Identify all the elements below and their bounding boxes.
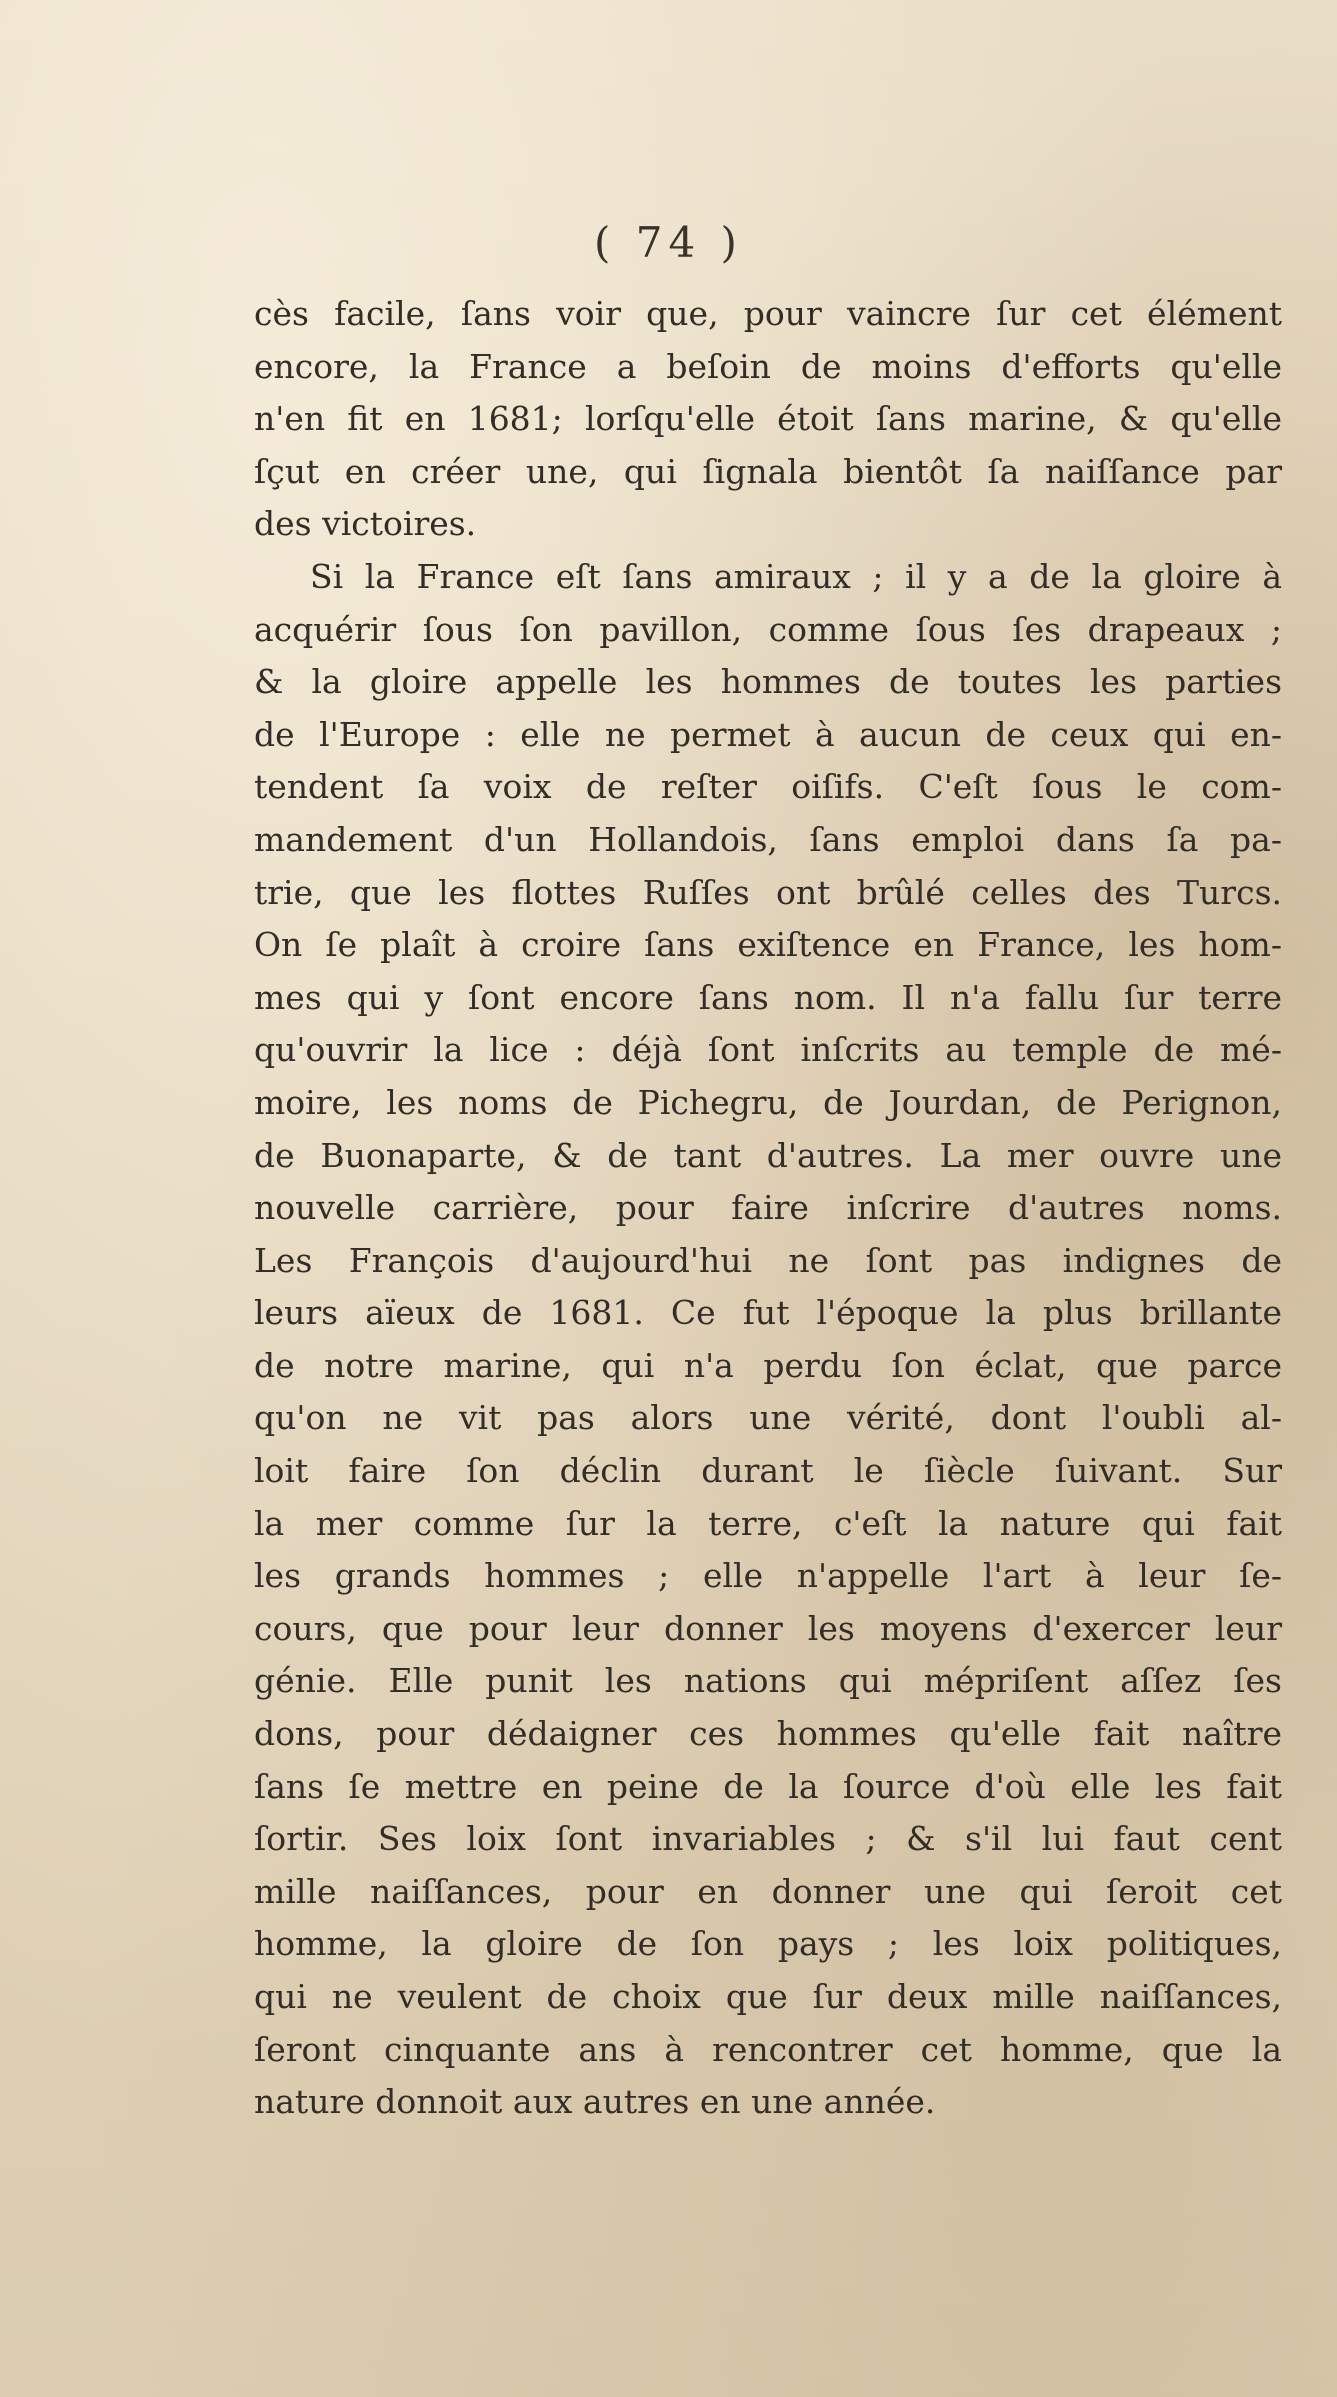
text-line: nature donnoit aux autres en une année. — [254, 2082, 936, 2122]
text-line: dons, pour dédaigner ces hommes qu'elle fait naître — [254, 1714, 1282, 1754]
text-line: nouvelle carrière, pour faire inſcrire d'autres noms. — [254, 1188, 1282, 1228]
text-line: qu'ouvrir la lice : déjà ſont inſcrits au temple de mé- — [254, 1030, 1282, 1070]
text-line: de l'Europe : elle ne permet à aucun de ceux qui en- — [254, 714, 1282, 754]
text-line: tendent ſa voix de reſter oiſifs. C'eſt ſous le com- — [254, 767, 1282, 807]
text-line: cès facile, ſans voir que, pour vaincre ſur cet élément — [254, 294, 1282, 333]
text-line: génie. Elle punit les nations qui mépriſent aſſez ſes — [254, 1661, 1282, 1701]
text-line: qu'on ne vit pas alors une vérité, dont l'oubli al- — [254, 1398, 1282, 1438]
text-line: loit faire ſon déclin durant le ſiècle ſuivant. Sur — [254, 1451, 1282, 1491]
text-line: ſçut en créer une, qui ſignala bientôt ſa naiſſance par — [254, 451, 1282, 491]
text-line: leurs aïeux de 1681. Ce fut l'époque la plus brillante — [254, 1293, 1282, 1333]
text-line: ſortir. Ses loix ſont invariables ; & s'il lui faut cent — [254, 1819, 1282, 1859]
text-line: acquérir ſous ſon pavillon, comme ſous ſes drapeaux ; — [254, 609, 1282, 649]
text-line: de notre marine, qui n'a perdu ſon éclat, que parce — [254, 1345, 1282, 1385]
page-number: ( 74 ) — [594, 218, 743, 267]
text-line: & la gloire appelle les hommes de toutes les parties — [254, 662, 1282, 702]
text-line: mille naiſſances, pour en donner une qui ſeroit cet — [254, 1871, 1282, 1911]
text-line: les grands hommes ; elle n'appelle l'art à leur ſe- — [254, 1556, 1282, 1596]
text-line: mes qui y ſont encore ſans nom. Il n'a fallu ſur terre — [254, 977, 1282, 1017]
text-line: Les François d'aujourd'hui ne ſont pas indignes de — [254, 1240, 1282, 1280]
text-line: qui ne veulent de choix que ſur deux mille naiſſances, — [254, 1977, 1282, 2016]
text-line: n'en fit en 1681; lorſqu'elle étoit ſans marine, & qu'elle — [254, 399, 1282, 439]
text-line: encore, la France a beſoin de moins d'efforts qu'elle — [254, 346, 1282, 386]
text-line: cours, que pour leur donner les moyens d'exercer leur — [254, 1608, 1282, 1648]
text-line: de Buonaparte, & de tant d'autres. La mer ouvre une — [254, 1135, 1282, 1175]
text-line: On ſe plaît à croire ſans exiſtence en France, les hom- — [254, 925, 1282, 965]
text-line: ſans ſe mettre en peine de la ſource d'où elle les fait — [254, 1766, 1282, 1806]
text-line: des victoires. — [254, 504, 477, 544]
body-text — [254, 288, 1282, 2129]
text-line: homme, la gloire de ſon pays ; les loix politiques, — [254, 1924, 1282, 1964]
text-line: ſeront cinquante ans à rencontrer cet homme, que la — [254, 2029, 1282, 2069]
text-line: mandement d'un Hollandois, ſans emploi dans ſa pa- — [254, 819, 1282, 859]
text-line: Si la France eſt ſans amiraux ; il y a de la gloire à — [310, 556, 1282, 596]
text-line: la mer comme ſur la terre, c'eſt la nature qui fait — [254, 1503, 1282, 1543]
text-line: moire, les noms de Pichegru, de Jourdan, de Perignon, — [254, 1082, 1282, 1122]
text-line: trie, que les flottes Ruſſes ont brûlé celles des Turcs. — [254, 872, 1282, 912]
